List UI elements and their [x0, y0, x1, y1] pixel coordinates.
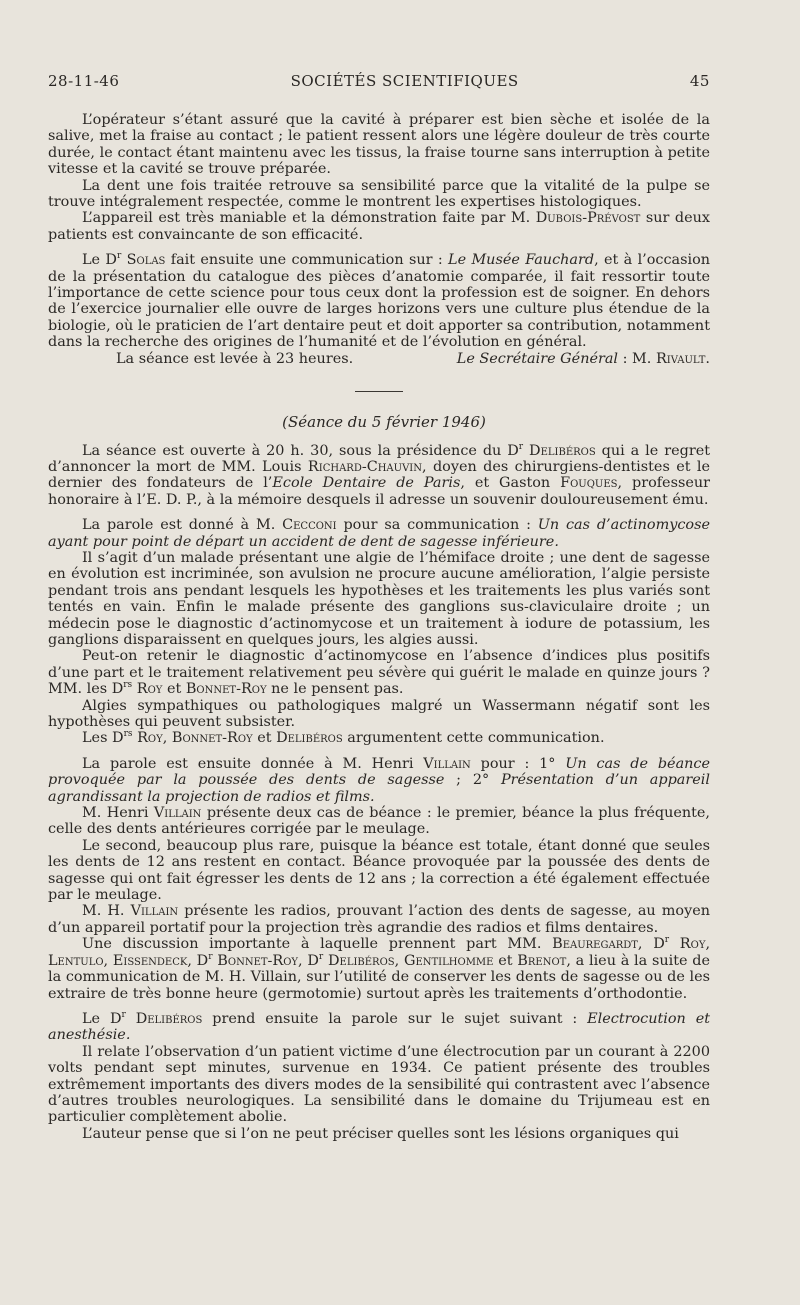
paragraph: La parole est donné à M. Cecconi pour sa communication : Un cas d’actinomycose ayant pour point de départ un accident de dent de sagesse inférieure. [48, 517, 710, 550]
communication-title: Electrocution et anesthésie. [48, 1010, 711, 1044]
paragraph: Peut-on retenir le diagnostic d’actinomycose en l’absence d’indices plus positifs d’une part et le traitement relativement peu sévère qui guérit le malade en quinze jours ? MM. les $D^{rs}$ Roy et Bonnet-Roy ne le pensent pas. [48, 648, 710, 698]
paragraph: La séance est ouverte à 20 h. 30, sous la présidence du $D^r$ Delibéros qui a le regret d’annoncer la mort de MM. Louis Richard-Chauvin, doyen des chirurgiens-dentistes et le dernier des fondateurs de l’Ecole Dentaire de Paris, et Gaston Fouques, professeur honoraire à l’E. D. P., à la mémoire desquels il adresse un souvenir douloureusement ému. [48, 441, 711, 508]
communication-title: Un cas d’actinomycose ayant pour point de départ un accident de dent de sagesse inférieure. [48, 517, 710, 550]
header-date: 28-11-46 [48, 72, 120, 90]
session-closing [48, 351, 710, 367]
paragraph: Une discussion importante à laquelle prennent part MM. Beauregardt, $D^r$ Roy, Lentulo, Eissendeck, $D^r$ Bonnet-Roy, $D^r$ Delibéros, Gentilhomme et Brenot, a lieu à la suite de la communication de M. H. Villain, sur l’utilité de conserver les dents de sagesse ou de les extraire de très bonne heure (germotomie) surtout après les traitements d’orthodontie. [48, 935, 711, 1002]
paragraph: Le $D^r$ Delibéros prend ensuite la parole sur le sujet suivant : Electrocution et anesthésie. [48, 1010, 711, 1044]
paragraph: M. Henri Villain présente deux cas de béance : le premier, béance la plus fréquente, celle des dents antérieures corrigée par le meulage. [48, 805, 710, 838]
paragraph: Algies sympathiques ou pathologiques malgré un Wassermann négatif sont les hypothèses qui peuvent subsister. [48, 697, 710, 730]
paragraph: Le second, beaucoup plus rare, puisque la béance est totale, étant donné que seules les dents de 12 ans restent en contact. Béance provoquée par la poussée des dents de sagesse qui ont fait égresser les dents de 12 ans ; la correction a été également effectuée par le meulage. [48, 837, 710, 904]
session-heading: (Séance du 5 février 1946) [282, 413, 486, 432]
header-title: SOCIÉTÉS SCIENTIFIQUES [290, 72, 519, 90]
paragraph: Les $D^{rs}$ Roy, Bonnet-Roy et Delibéros argumentent cette communication. [82, 729, 605, 747]
page-number: 45 [689, 72, 710, 90]
paragraph: L’auteur pense que si l’on ne peut préciser quelles sont les lésions organiques qui [82, 1125, 679, 1142]
signature: Le Secrétaire Général : M. Rivault. [456, 350, 710, 367]
paragraph: La dent une fois traitée retrouve sa sensibilité parce que la vitalité de la pulpe se trouve intégralement respectée, comme le montrent les expertises histologiques. [48, 177, 710, 211]
closing-text: La séance est levée à 23 heures. [116, 350, 354, 367]
paragraph: La parole est ensuite donnée à M. Henri Villain pour : 1° Un cas de béance provoquée par la poussée des dents de sagesse ; 2° Présentation d’un appareil agrandissant la projection de radios et films. [48, 755, 710, 805]
person-name: Dubois-Prévost [535, 210, 641, 227]
paragraph: Il relate l’observation d’un patient victime d’une électrocution par un courant à 2200 volts pendant sept minutes, survenue en 1934. Ce patient présente des troubles extrêmement importants des divers modes de la sensibilité qui contrastent avec l’absence d’autres troubles neurologiques. La sensibilité dans le domaine du Trijumeau est en particulier complètement abolie. [48, 1043, 710, 1126]
paragraph: Le $D^r$ Solas fait ensuite une communication sur : Le Musée Fauchard, et à l’occasion de la présentation du catalogue des pièces d’anatomie comparée, il fait ressortir toute l’importance de cette science pour tous ceux dont la profession est de soigner. En dehors de l’exercice journalier elle ouvre de larges horizons vers une culture plus étendue de la biologie, où le praticien de l’art dentaire peut et doit apporter sa contribution, notamment dans la recherche des origines de l’humanité et de l’évolution en général. [48, 251, 711, 351]
paragraph: L’appareil est très maniable et la démonstration faite par M. Dubois-Prévost sur deux patients est convaincante de son efficacité. [48, 210, 710, 243]
body-text [48, 112, 710, 1142]
communication-title: Le Musée Fauchard [448, 252, 595, 269]
paragraph: M. H. Villain présente les radios, prouvant l’action des dents de sagesse, au moyen d’un appareil portatif pour la projection très agrandie des radios et films dentaires. [48, 903, 710, 936]
paragraph: Il s’agit d’un malade présentant une algie de l’hémiface droite ; une dent de sagesse en évolution est incriminée, son avulsion ne procure aucune amélioration, l’algie persiste pendant trois ans pendant lesquels les hypothèses et les traitements les plus variés sont tentés en vain. Enfin le malade présente des ganglions sus-claviculaire droite ; un médecin pose le diagnostic d’actinomycose et un traitement à iodure de potassium, les ganglions disparaissent en quelques jours, les algies aussi. [48, 549, 710, 648]
section-divider [355, 391, 403, 392]
running-header [48, 72, 710, 90]
person-name: Solas [126, 252, 166, 269]
paragraph: L’opérateur s’étant assuré que la cavité à préparer est bien sèche et isolée de la salive, met la fraise au contact ; le patient ressent alors une légère douleur de très courte durée, le contact étant maintenu avec les tissus, la fraise tourne sans interruption à petite vitesse et la cavité se trouve préparée. [48, 112, 710, 178]
